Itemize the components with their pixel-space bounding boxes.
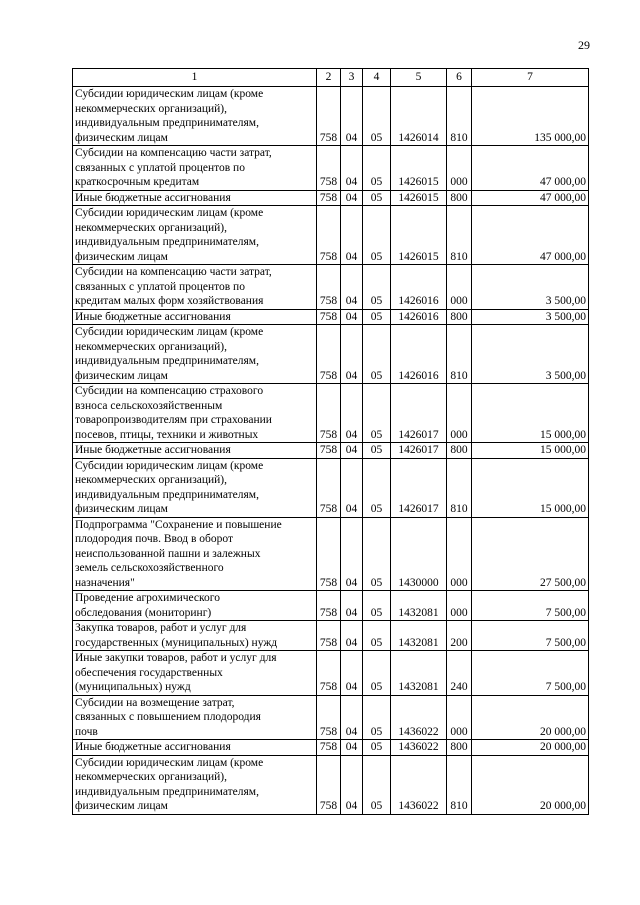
cell-target-article: 1426015 — [391, 190, 447, 206]
cell-amount: 20 000,00 — [472, 740, 589, 756]
cell-target-article: 1426014 — [391, 87, 447, 146]
cell-admin-code: 758 — [317, 621, 341, 651]
cell-admin-code: 758 — [317, 309, 341, 325]
table-row — [73, 325, 589, 384]
cell-expense-type: 810 — [447, 755, 472, 814]
table-row — [73, 443, 589, 459]
table-row — [73, 87, 589, 146]
cell-amount: 47 000,00 — [472, 190, 589, 206]
cell-subsection: 05 — [363, 621, 391, 651]
cell-subsection: 05 — [363, 740, 391, 756]
row-description: Субсидии на возмещение затрат, связанных с повышением плодородия почв — [73, 695, 317, 740]
cell-expense-type: 000 — [447, 384, 472, 443]
cell-section: 04 — [341, 384, 363, 443]
cell-admin-code: 758 — [317, 651, 341, 696]
cell-subsection: 05 — [363, 651, 391, 696]
cell-amount: 15 000,00 — [472, 384, 589, 443]
cell-target-article: 1432081 — [391, 591, 447, 621]
row-description: Субсидии юридическим лицам (кроме некоммерческих организаций), индивидуальным предпринимателям, физическим лицам — [73, 87, 317, 146]
cell-target-article: 1426017 — [391, 458, 447, 517]
cell-expense-type: 200 — [447, 621, 472, 651]
cell-subsection: 05 — [363, 325, 391, 384]
column-header: 5 — [391, 69, 447, 87]
cell-amount: 7 500,00 — [472, 591, 589, 621]
cell-target-article: 1426016 — [391, 325, 447, 384]
cell-expense-type: 000 — [447, 517, 472, 591]
table-header-row — [73, 69, 589, 87]
cell-admin-code: 758 — [317, 755, 341, 814]
table-row — [73, 695, 589, 740]
row-description: Иные бюджетные ассигнования — [73, 740, 317, 756]
table-row — [73, 621, 589, 651]
cell-subsection: 05 — [363, 517, 391, 591]
cell-amount: 15 000,00 — [472, 443, 589, 459]
cell-section: 04 — [341, 740, 363, 756]
cell-target-article: 1432081 — [391, 621, 447, 651]
cell-section: 04 — [341, 190, 363, 206]
cell-amount: 7 500,00 — [472, 651, 589, 696]
cell-amount: 20 000,00 — [472, 695, 589, 740]
page-number: 29 — [578, 38, 590, 52]
cell-section: 04 — [341, 146, 363, 191]
cell-target-article: 1430000 — [391, 517, 447, 591]
cell-target-article: 1436022 — [391, 695, 447, 740]
cell-amount: 47 000,00 — [472, 146, 589, 191]
cell-amount: 15 000,00 — [472, 458, 589, 517]
cell-admin-code: 758 — [317, 591, 341, 621]
row-description: Субсидии на компенсацию части затрат, связанных с уплатой процентов по краткосрочным кредитам — [73, 146, 317, 191]
cell-expense-type: 000 — [447, 265, 472, 310]
cell-expense-type: 000 — [447, 146, 472, 191]
cell-admin-code: 758 — [317, 265, 341, 310]
cell-expense-type: 800 — [447, 443, 472, 459]
table-row — [73, 755, 589, 814]
cell-expense-type: 800 — [447, 190, 472, 206]
cell-section: 04 — [341, 87, 363, 146]
cell-target-article: 1426015 — [391, 146, 447, 191]
row-description: Субсидии юридическим лицам (кроме некоммерческих организаций), индивидуальным предпринимателям, физическим лицам — [73, 206, 317, 265]
column-header: 4 — [363, 69, 391, 87]
cell-amount: 3 500,00 — [472, 265, 589, 310]
table-row — [73, 591, 589, 621]
cell-section: 04 — [341, 206, 363, 265]
cell-subsection: 05 — [363, 190, 391, 206]
cell-amount: 135 000,00 — [472, 87, 589, 146]
cell-subsection: 05 — [363, 443, 391, 459]
row-description: Иные бюджетные ассигнования — [73, 309, 317, 325]
table-row — [73, 651, 589, 696]
table-row — [73, 190, 589, 206]
row-description: Иные бюджетные ассигнования — [73, 190, 317, 206]
table-row — [73, 517, 589, 591]
cell-subsection: 05 — [363, 87, 391, 146]
cell-section: 04 — [341, 695, 363, 740]
cell-subsection: 05 — [363, 146, 391, 191]
cell-section: 04 — [341, 621, 363, 651]
cell-section: 04 — [341, 458, 363, 517]
table-row — [73, 265, 589, 310]
cell-target-article: 1432081 — [391, 651, 447, 696]
row-description: Субсидии на компенсацию части затрат, связанных с уплатой процентов по кредитам малых форм хозяйствования — [73, 265, 317, 310]
cell-subsection: 05 — [363, 591, 391, 621]
cell-amount: 27 500,00 — [472, 517, 589, 591]
row-description: Субсидии юридическим лицам (кроме некоммерческих организаций), индивидуальным предпринимателям, физическим лицам — [73, 458, 317, 517]
cell-amount: 47 000,00 — [472, 206, 589, 265]
table-row — [73, 384, 589, 443]
cell-subsection: 05 — [363, 384, 391, 443]
cell-expense-type: 000 — [447, 695, 472, 740]
cell-expense-type: 800 — [447, 740, 472, 756]
cell-section: 04 — [341, 591, 363, 621]
row-description: Иные закупки товаров, работ и услуг для обеспечения государственных (муниципальных) нужд — [73, 651, 317, 696]
cell-amount: 3 500,00 — [472, 309, 589, 325]
cell-admin-code: 758 — [317, 325, 341, 384]
cell-expense-type: 810 — [447, 206, 472, 265]
cell-amount: 7 500,00 — [472, 621, 589, 651]
cell-admin-code: 758 — [317, 190, 341, 206]
cell-subsection: 05 — [363, 206, 391, 265]
row-description: Субсидии юридическим лицам (кроме некоммерческих организаций), индивидуальным предпринимателям, физическим лицам — [73, 325, 317, 384]
row-description: Субсидии на компенсацию страхового взноса сельскохозяйственным товаропроизводителям при страховании посевов, птицы, техники и животных — [73, 384, 317, 443]
column-header: 3 — [341, 69, 363, 87]
cell-expense-type: 240 — [447, 651, 472, 696]
column-header: 1 — [73, 69, 317, 87]
cell-expense-type: 810 — [447, 458, 472, 517]
row-description: Проведение агрохимического обследования (мониторинг) — [73, 591, 317, 621]
cell-target-article: 1426016 — [391, 309, 447, 325]
cell-target-article: 1426017 — [391, 443, 447, 459]
cell-expense-type: 800 — [447, 309, 472, 325]
row-description: Субсидии юридическим лицам (кроме некоммерческих организаций), индивидуальным предпринимателям, физическим лицам — [73, 755, 317, 814]
cell-section: 04 — [341, 325, 363, 384]
cell-admin-code: 758 — [317, 740, 341, 756]
cell-target-article: 1426015 — [391, 206, 447, 265]
cell-admin-code: 758 — [317, 206, 341, 265]
cell-subsection: 05 — [363, 755, 391, 814]
cell-subsection: 05 — [363, 265, 391, 310]
cell-admin-code: 758 — [317, 695, 341, 740]
cell-target-article: 1436022 — [391, 755, 447, 814]
table-row — [73, 458, 589, 517]
cell-admin-code: 758 — [317, 443, 341, 459]
cell-section: 04 — [341, 265, 363, 310]
cell-section: 04 — [341, 755, 363, 814]
column-header: 6 — [447, 69, 472, 87]
budget-table — [72, 68, 589, 815]
cell-admin-code: 758 — [317, 517, 341, 591]
cell-subsection: 05 — [363, 309, 391, 325]
row-description: Подпрограмма "Сохранение и повышение плодородия почв. Ввод в оборот неиспользованной пашни и залежных земель сельскохозяйственного назначения" — [73, 517, 317, 591]
table-row — [73, 740, 589, 756]
cell-section: 04 — [341, 309, 363, 325]
cell-section: 04 — [341, 443, 363, 459]
cell-section: 04 — [341, 517, 363, 591]
row-description: Иные бюджетные ассигнования — [73, 443, 317, 459]
cell-subsection: 05 — [363, 458, 391, 517]
cell-admin-code: 758 — [317, 87, 341, 146]
column-header: 7 — [472, 69, 589, 87]
table-row — [73, 309, 589, 325]
cell-target-article: 1426016 — [391, 265, 447, 310]
table-row — [73, 146, 589, 191]
cell-amount: 20 000,00 — [472, 755, 589, 814]
cell-expense-type: 810 — [447, 325, 472, 384]
cell-expense-type: 000 — [447, 591, 472, 621]
cell-target-article: 1426017 — [391, 384, 447, 443]
cell-amount: 3 500,00 — [472, 325, 589, 384]
cell-target-article: 1436022 — [391, 740, 447, 756]
table-row — [73, 206, 589, 265]
cell-admin-code: 758 — [317, 458, 341, 517]
column-header: 2 — [317, 69, 341, 87]
cell-expense-type: 810 — [447, 87, 472, 146]
cell-admin-code: 758 — [317, 146, 341, 191]
cell-subsection: 05 — [363, 695, 391, 740]
row-description: Закупка товаров, работ и услуг для государственных (муниципальных) нужд — [73, 621, 317, 651]
cell-admin-code: 758 — [317, 384, 341, 443]
cell-section: 04 — [341, 651, 363, 696]
